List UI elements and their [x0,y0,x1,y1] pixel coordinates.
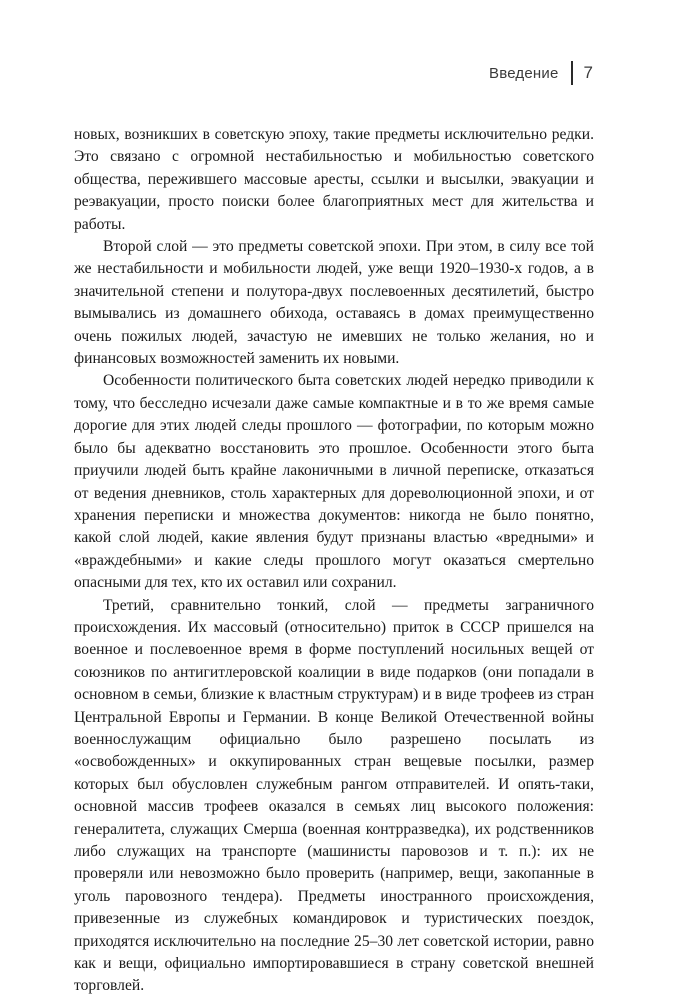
paragraph-continued: новых, возникших в советскую эпоху, такие предметы исключительно редки. Это связано с огромной нестабильностью и мобильностью советского общества, пережившего массовые аресты, ссылки и высылки, эвакуации и реэвакуации, просто поиски более благоприятных мест для жительства и работы. [74,126,594,233]
paragraph-political-life: Особенности политического быта советских людей нередко приводили к тому, что бесследно исчезали даже самые компактные и в то же время самые дорогие для этих людей следы прошлого — фотографии, по которым можно было бы адекватно восстановить это прошлое. Особенности этого быта приучили людей быть крайне лаконичными в личной переписке, отказаться от ведения дневников, столь характерных для дореволюционной эпохи, и от хранения переписки и множества документов: никогда не было понятно, какой слой людей, какие явления будут признаны властью «вредными» и «враждебными» и какие следы прошлого могут оказаться смертельно опасными для тех, кто их оставил или сохранил. [74,372,594,592]
paragraph-second-layer: Второй слой — это предметы советской эпохи. При этом, в силу все той же нестабильности и мобильности людей, уже вещи 1920–1930-х годов, а в значительной степени и полутора-двух послевоенных десятилетий, быстро вымывались из домашнего обихода, оставаясь в домах преимущественно очень пожилых людей, зачастую не имевших не только желания, но и финансовых возможностей заменить их новыми. [74,238,594,368]
page-number: 7 [583,63,593,82]
running-header [489,60,593,86]
body-text [74,124,594,998]
section-title: Введение [489,64,559,82]
paragraph-third-layer: Третий, сравнительно тонкий, слой — предметы заграничного происхождения. Их массовый (относительно) приток в СССР пришелся на военное и послевоенное время в форме поступлений носильных вещей от союзников по антигитлеровской коалиции в виде подарков (они попадали в основном в семьи, близкие к властным структурам) и в виде трофеев из стран Центральной Европы и Германии. В конце Великой Отечественной войны военнослужащим официально было разрешено посылать из «освобожденных» и оккупированных стран вещевые посылки, размер которых был обусловлен служебным рангом отправителей. И опять-таки, основной массив трофеев оказался в семьях лиц высокого положения: генералитета, служащих Смерша (военная контрразведка), их родственников либо служащих на транспорте (машинисты паровозов и т. п.): их не проверяли или невозможно было проверить (например, вещи, закопанные в уголь паровозного тендера). Предметы иностранного происхождения, привезенные из служебных командировок и туристических поездок, приходятся исключительно на последние 25–30 лет советской истории, равно как и вещи, официально импортировавшиеся в страну советской внешней торговлей. [74,596,594,995]
header-divider [571,61,573,85]
